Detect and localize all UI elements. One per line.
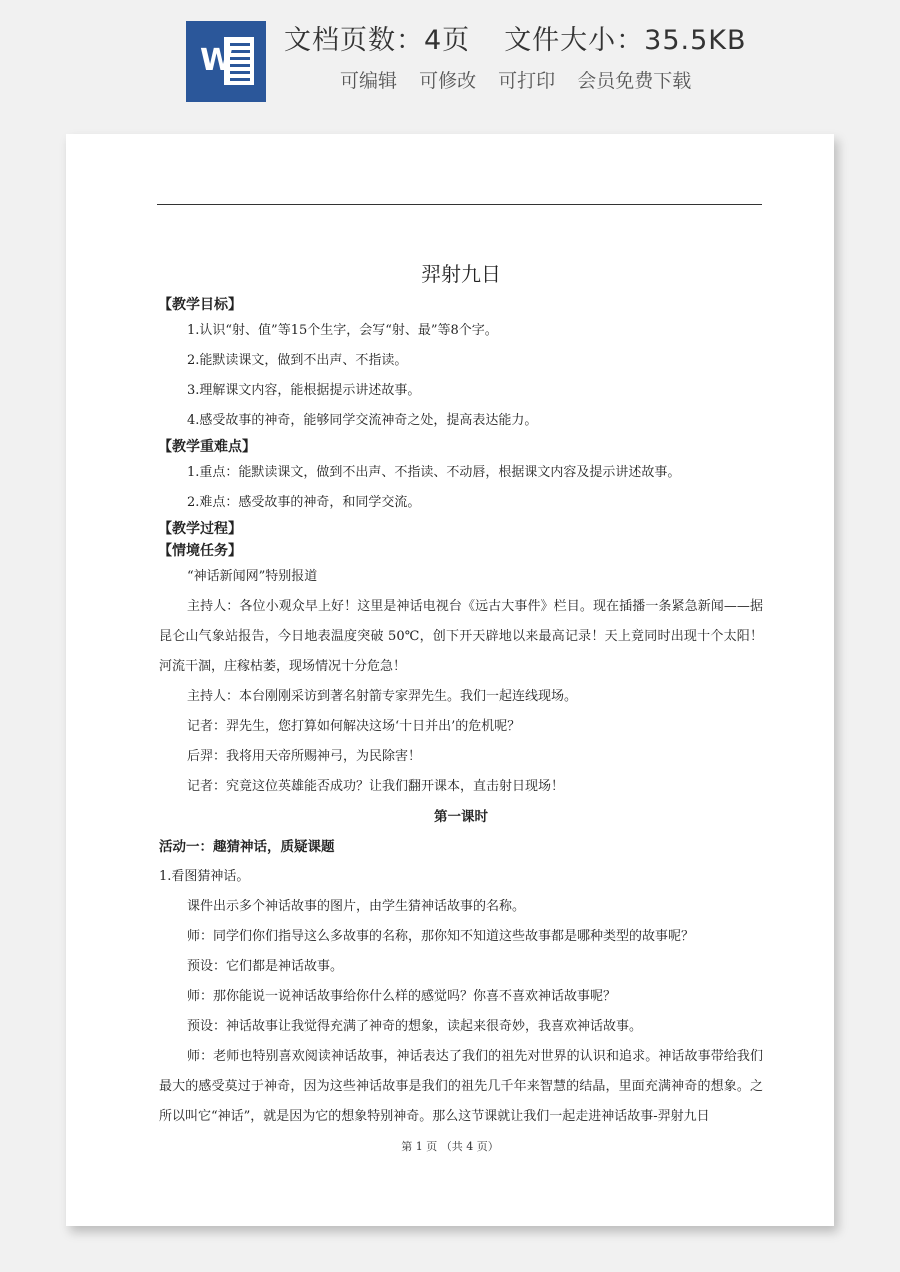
feature-list [340, 66, 701, 93]
news-title: “神话新闻网”特别报道 [187, 569, 318, 584]
dialogue-line: 预设：神话故事让我觉得充满了神奇的想象，读起来很奇妙，我喜欢神话故事。 [187, 1019, 643, 1034]
key-point-item: 1.重点：能默读课文，做到不出声、不指读、不动唇，根据课文内容及提示讲述故事。 [187, 465, 681, 480]
page-count-text: 文档页数：4页 [284, 25, 471, 56]
download-banner [0, 0, 900, 120]
section-heading-key-points: 【教学重难点】 [158, 439, 256, 455]
section-heading-goals: 【教学目标】 [158, 297, 242, 313]
dialogue-line: 预设：它们都是神话故事。 [187, 959, 344, 974]
key-point-item: 2.难点：感受故事的神奇，和同学交流。 [187, 495, 421, 510]
dialogue-line: 课件出示多个神话故事的图片，由学生猜神话故事的名称。 [187, 899, 526, 914]
goal-item: 4.感受故事的神奇，能够同学交流神奇之处，提高表达能力。 [187, 413, 538, 428]
section-heading-process: 【教学过程】 [158, 521, 242, 537]
page-footer: 第 1 页 （共 4 页） [401, 1140, 499, 1153]
activity-heading: 活动一：趣猜神话，质疑课题 [159, 839, 335, 855]
goal-item: 1.认识“射、值”等15个生字，会写“射、最”等8个字。 [187, 323, 498, 338]
goal-item: 3.理解课文内容，能根据提示讲述故事。 [187, 383, 421, 398]
feature-member-download: 会员免费下载 [577, 70, 692, 92]
file-size-text: 文件大小：35.5KB [504, 25, 747, 56]
feature-editable: 可编辑 [340, 70, 398, 92]
section-heading-task: 【情境任务】 [158, 543, 242, 559]
header-rule [157, 204, 762, 205]
reporter-paragraph: 记者：究竟这位英雄能否成功？让我们翻开课本，直击射日现场！ [187, 779, 565, 794]
feature-modifiable: 可修改 [419, 70, 477, 92]
feature-printable: 可打印 [498, 70, 556, 92]
document-page [66, 134, 834, 1226]
host-paragraph: 主持人：本台刚刚采访到著名射箭专家羿先生。我们一起连线现场。 [187, 689, 578, 704]
document-body [159, 254, 763, 1132]
dialogue-line: 师：同学们你们指导这么多故事的名称，那你知不知道这些故事都是哪种类型的故事呢？ [187, 929, 695, 944]
step-heading: 1.看图猜神话。 [159, 869, 250, 884]
reporter-paragraph: 记者：羿先生，您打算如何解决这场‘十日并出’的危机呢？ [187, 719, 521, 734]
goal-item: 2.能默读课文，做到不出声、不指读。 [187, 353, 408, 368]
logo-letter: W [200, 43, 234, 78]
word-doc-icon [186, 21, 266, 102]
houyi-paragraph: 后羿：我将用天帝所赐神弓，为民除害！ [187, 749, 422, 764]
host-paragraph: 主持人：各位小观众早上好！这里是神话电视台《远古大事件》栏目。现在插播一条紧急新闻——据昆仑山气象站报告，今日地表温度突破 50℃，创下开天辟地以来最高记录！天上竟同时出现十个太阳！河流干涸，庄稼枯萎，现场情况十分危急！ [159, 599, 763, 674]
document-title: 羿射九日 [421, 262, 501, 286]
banner-title [284, 18, 747, 57]
teacher-paragraph: 师：老师也特别喜欢阅读神话故事，神话表达了我们的祖先对世界的认识和追求。神话故事带给我们最大的感受莫过于神奇，因为这些神话故事是我们的祖先几千年来智慧的结晶，里面充满神奇的想象。之所以叫它“神话”，就是因为它的想象特别神奇。那么这节课就让我们一起走进神话故事-羿射九日 [159, 1049, 763, 1124]
lesson-heading: 第一课时 [434, 809, 488, 825]
dialogue-line: 师：那你能说一说神话故事给你什么样的感觉吗？你喜不喜欢神话故事呢？ [187, 989, 617, 1004]
